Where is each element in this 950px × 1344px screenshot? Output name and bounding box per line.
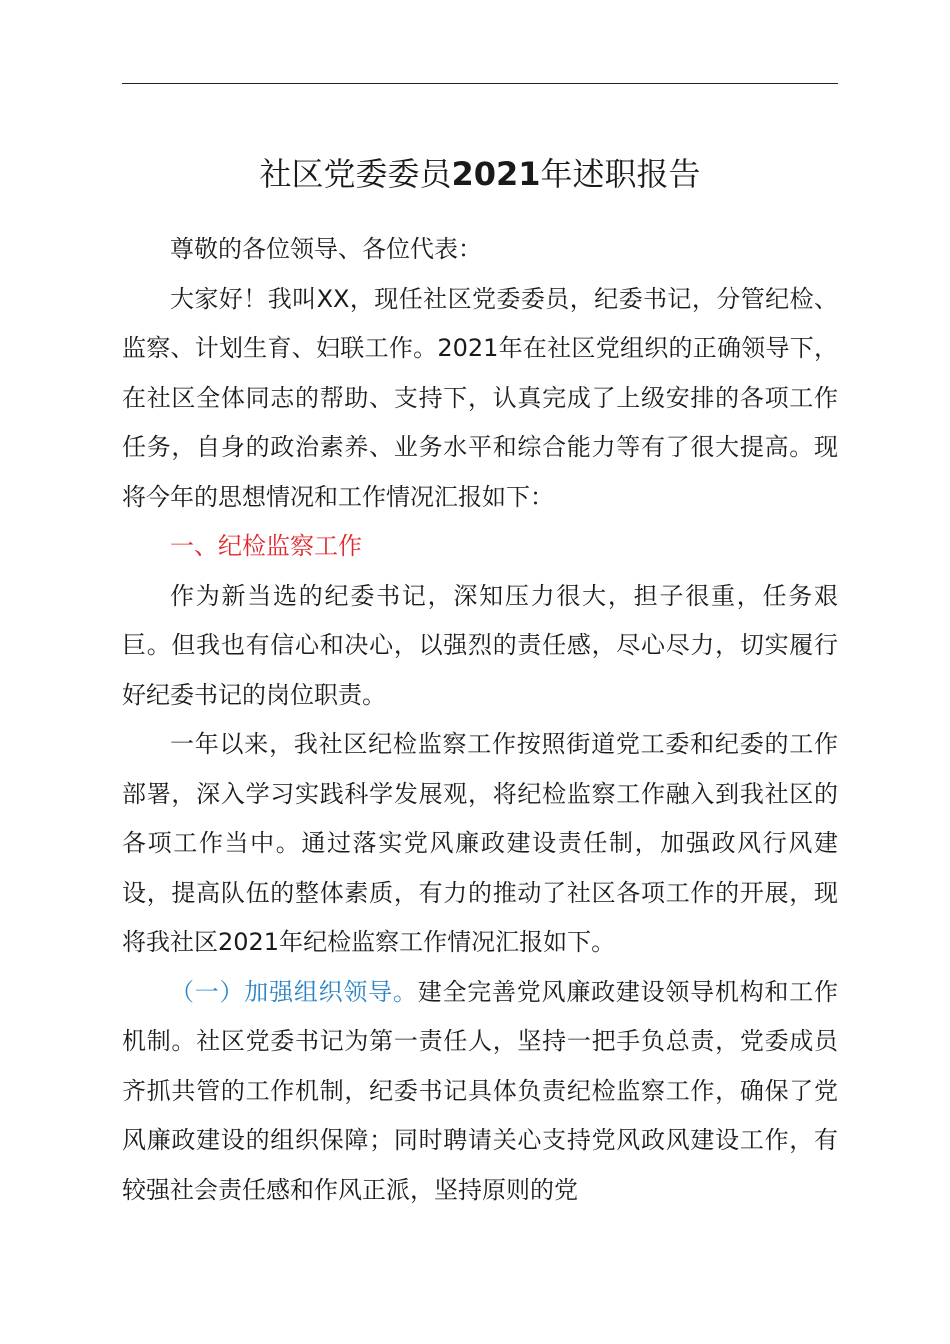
document-title bbox=[122, 148, 838, 200]
subsection1-text: 建全完善党风廉政建设领导机构和工作机制。社区党委书记为第一责任人，坚持一把手负总责，党委成员齐抓共管的工作机制，纪委书记具体负责纪检监察工作，确保了党风廉政建设的组织保障；同时聘请关心支持党风政风建设工作，有较强社会责任感和作风正派，坚持原则的党 bbox=[122, 977, 839, 1204]
title-prefix: 社区党委委员 bbox=[259, 155, 452, 193]
paragraph-intro: 大家好！我叫XX，现任社区党委委员，纪委书记，分管纪检、监察、计划生育、妇联工作。2021年在社区党组织的正确领导下，在社区全体同志的帮助、支持下，认真完成了上级安排的各项工作任务，自身的政治素养、业务水平和综合能力等有了很大提高。现将今年的思想情况和工作情况汇报如下： bbox=[122, 284, 838, 511]
header-rule bbox=[122, 83, 838, 84]
title-year: 2021 bbox=[451, 155, 541, 193]
paragraph-subsection1 bbox=[122, 968, 838, 1216]
paragraph-section1-b: 一年以来，我社区纪检监察工作按照街道党工委和纪委的工作部署，深入学习实践科学发展观，将纪检监察工作融入到我社区的各项工作当中。通过落实党风廉政建设责任制，加强政风行风建设，提高队伍的整体素质，有力的推动了社区各项工作的开展，现将我社区2021年纪检监察工作情况汇报如下。 bbox=[122, 730, 838, 956]
title-suffix: 年述职报告 bbox=[540, 155, 701, 193]
paragraph-section1-a: 作为新当选的纪委书记，深知压力很大，担子很重，任务艰巨。但我也有信心和决心，以强烈的责任感，尽心尽力，切实履行好纪委书记的岗位职责。 bbox=[122, 581, 838, 709]
salutation: 尊敬的各位领导、各位代表： bbox=[170, 235, 482, 263]
document-body bbox=[122, 225, 838, 1215]
subsection-heading-organization: （一）加强组织领导。 bbox=[170, 977, 418, 1006]
section-heading-discipline: 一、纪检监察工作 bbox=[170, 532, 362, 560]
